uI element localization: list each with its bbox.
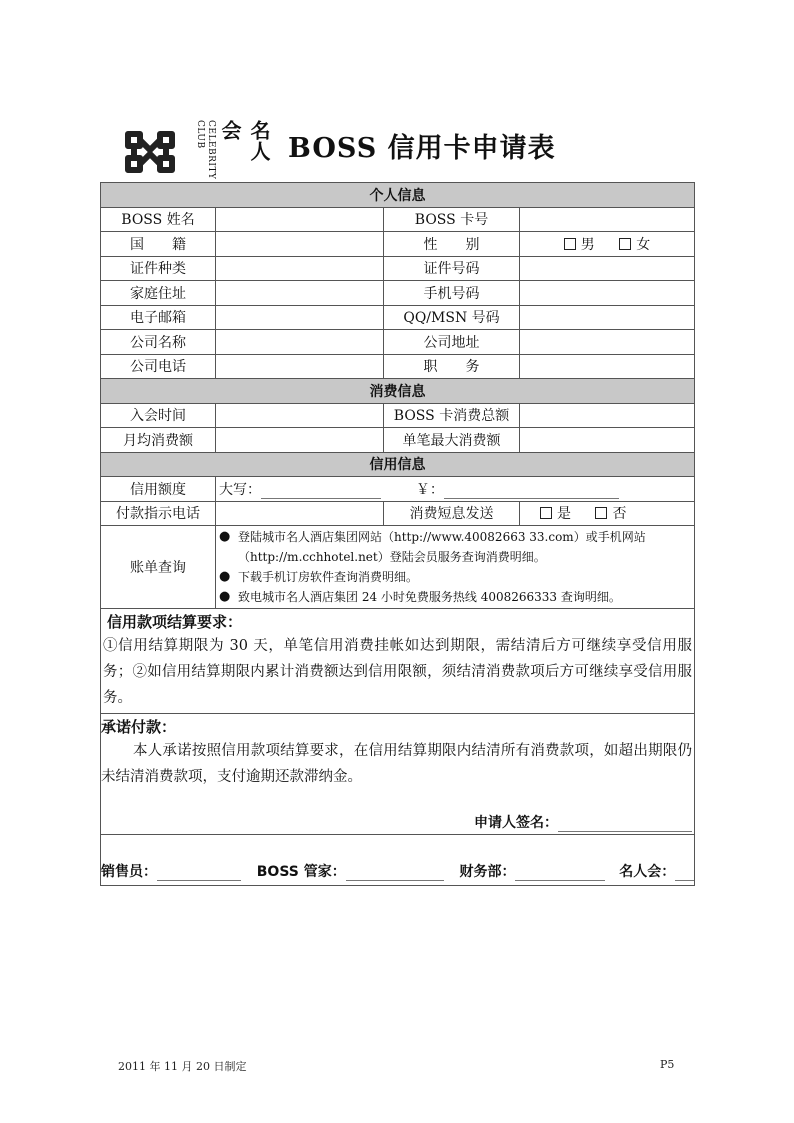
label-total-spend: BOSS 卡消费总额 xyxy=(384,403,520,428)
monthly-avg-field[interactable] xyxy=(216,428,384,453)
bullet-icon: ● xyxy=(219,569,231,584)
bullet-icon: ● xyxy=(219,589,231,604)
label-email: 电子邮箱 xyxy=(101,305,216,330)
join-date-field[interactable] xyxy=(216,403,384,428)
position-field[interactable] xyxy=(520,354,695,379)
sms-yes-option[interactable]: 是 xyxy=(540,506,571,522)
label-id-number: 证件号码 xyxy=(384,256,520,281)
club-signature-blank[interactable] xyxy=(675,866,694,881)
bill-method-item: ● 致电城市名人酒店集团 24 小时免费服务热线 4008266333 查询明细。 xyxy=(218,587,692,607)
signoff-row: 销售员： BOSS 管家： 财务部： 名人会： xyxy=(101,835,695,886)
settlement-text: ①信用结算期限为 30 天，单笔信用消费挂帐如达到期限，需结清后方可继续享受信用服务；②如信用结算期限内累计消费额达到信用限额，须结清消费款项后方可继续享受信用服务。 xyxy=(103,638,692,706)
sms-no-option[interactable]: 否 xyxy=(595,506,626,522)
id-type-field[interactable] xyxy=(216,256,384,281)
mobile-field[interactable] xyxy=(520,281,695,306)
qq-msn-field[interactable] xyxy=(520,305,695,330)
max-single-field[interactable] xyxy=(520,428,695,453)
label-company-name: 公司名称 xyxy=(101,330,216,355)
checkbox-icon xyxy=(540,507,552,519)
signature-row: 申请人签名： xyxy=(101,812,692,832)
section-consumption-info: 消费信息 xyxy=(101,379,695,404)
label-credit-limit: 信用额度 xyxy=(101,477,216,502)
label-boss-card: BOSS 卡号 xyxy=(384,207,520,232)
gender-options xyxy=(520,232,695,257)
logo-english-text: CELEBRITY CLUB xyxy=(195,120,216,180)
gender-male-option[interactable]: 男 xyxy=(564,237,595,253)
label-join-date: 入会时间 xyxy=(101,403,216,428)
footer-page-number: P5 xyxy=(660,1058,675,1071)
total-spend-field[interactable] xyxy=(520,403,695,428)
form-header xyxy=(100,118,694,182)
celebrity-club-logo xyxy=(118,118,271,182)
label-sms: 消费短息发送 xyxy=(384,501,520,526)
footer-date: 2011 年 11 月 20 日制定 xyxy=(118,1060,247,1073)
label-position: 职 务 xyxy=(384,354,520,379)
yen-blank[interactable] xyxy=(444,484,619,499)
label-bill-query: 账单查询 xyxy=(101,526,216,609)
butler-signature-blank[interactable] xyxy=(346,866,444,881)
signature-blank[interactable] xyxy=(558,817,692,832)
label-id-type: 证件种类 xyxy=(101,256,216,281)
company-address-field[interactable] xyxy=(520,330,695,355)
checkbox-icon xyxy=(619,238,631,250)
credit-limit-field[interactable]: 大写： ￥： xyxy=(216,477,695,502)
checkbox-icon xyxy=(595,507,607,519)
application-form xyxy=(100,182,695,886)
bill-method-item: ● 登陆城市名人酒店集团网站（http://www.40082663 33.com）或手机网站（http://m.cchhotel.net）登陆会员服务查询消费明细。 xyxy=(219,529,646,564)
bill-query-methods xyxy=(216,526,695,609)
settlement-title: 信用款项结算要求： xyxy=(107,613,243,631)
email-field[interactable] xyxy=(216,305,384,330)
label-nationality: 国 籍 xyxy=(101,232,216,257)
label-max-single: 单笔最大消费额 xyxy=(384,428,520,453)
logo-brand-text: 名人会 xyxy=(218,120,271,162)
label-monthly-avg: 月均消费额 xyxy=(101,428,216,453)
daxie-blank[interactable] xyxy=(261,484,381,499)
finance-signature-blank[interactable] xyxy=(515,866,605,881)
sales-signature-blank[interactable] xyxy=(157,866,241,881)
pay-phone-field[interactable] xyxy=(216,501,384,526)
boss-card-field[interactable] xyxy=(520,207,695,232)
label-boss-name: BOSS 姓名 xyxy=(101,207,216,232)
label-qq-msn: QQ/MSN 号码 xyxy=(384,305,520,330)
nationality-field[interactable] xyxy=(216,232,384,257)
knot-logo-icon xyxy=(118,122,182,182)
gender-female-option[interactable]: 女 xyxy=(619,237,650,253)
id-number-field[interactable] xyxy=(520,256,695,281)
section-credit-info: 信用信息 xyxy=(101,452,695,477)
company-phone-field[interactable] xyxy=(216,354,384,379)
boss-name-field[interactable] xyxy=(216,207,384,232)
label-mobile: 手机号码 xyxy=(384,281,520,306)
page-title: BOSS 信用卡申请表 xyxy=(288,133,556,164)
label-company-phone: 公司电话 xyxy=(101,354,216,379)
label-gender: 性 别 xyxy=(384,232,520,257)
label-company-address: 公司地址 xyxy=(384,330,520,355)
home-address-field[interactable] xyxy=(216,281,384,306)
sms-options xyxy=(520,501,695,526)
label-pay-phone: 付款指示电话 xyxy=(101,501,216,526)
commitment-text: 本人承诺按照信用款项结算要求，在信用结算期限内结清所有消费款项，如超出期限仍未结清消费款项，支付逾期还款滞纳金。 xyxy=(101,743,692,785)
settlement-requirements xyxy=(101,609,695,714)
section-personal-info: 个人信息 xyxy=(101,183,695,208)
company-name-field[interactable] xyxy=(216,330,384,355)
checkbox-icon xyxy=(564,238,576,250)
bill-method-item: ● 下载手机订房软件查询消费明细。 xyxy=(218,567,692,587)
label-home-address: 家庭住址 xyxy=(101,281,216,306)
commitment-title: 承诺付款： xyxy=(101,718,177,736)
payment-commitment xyxy=(101,714,695,835)
bullet-icon: ● xyxy=(219,529,231,544)
